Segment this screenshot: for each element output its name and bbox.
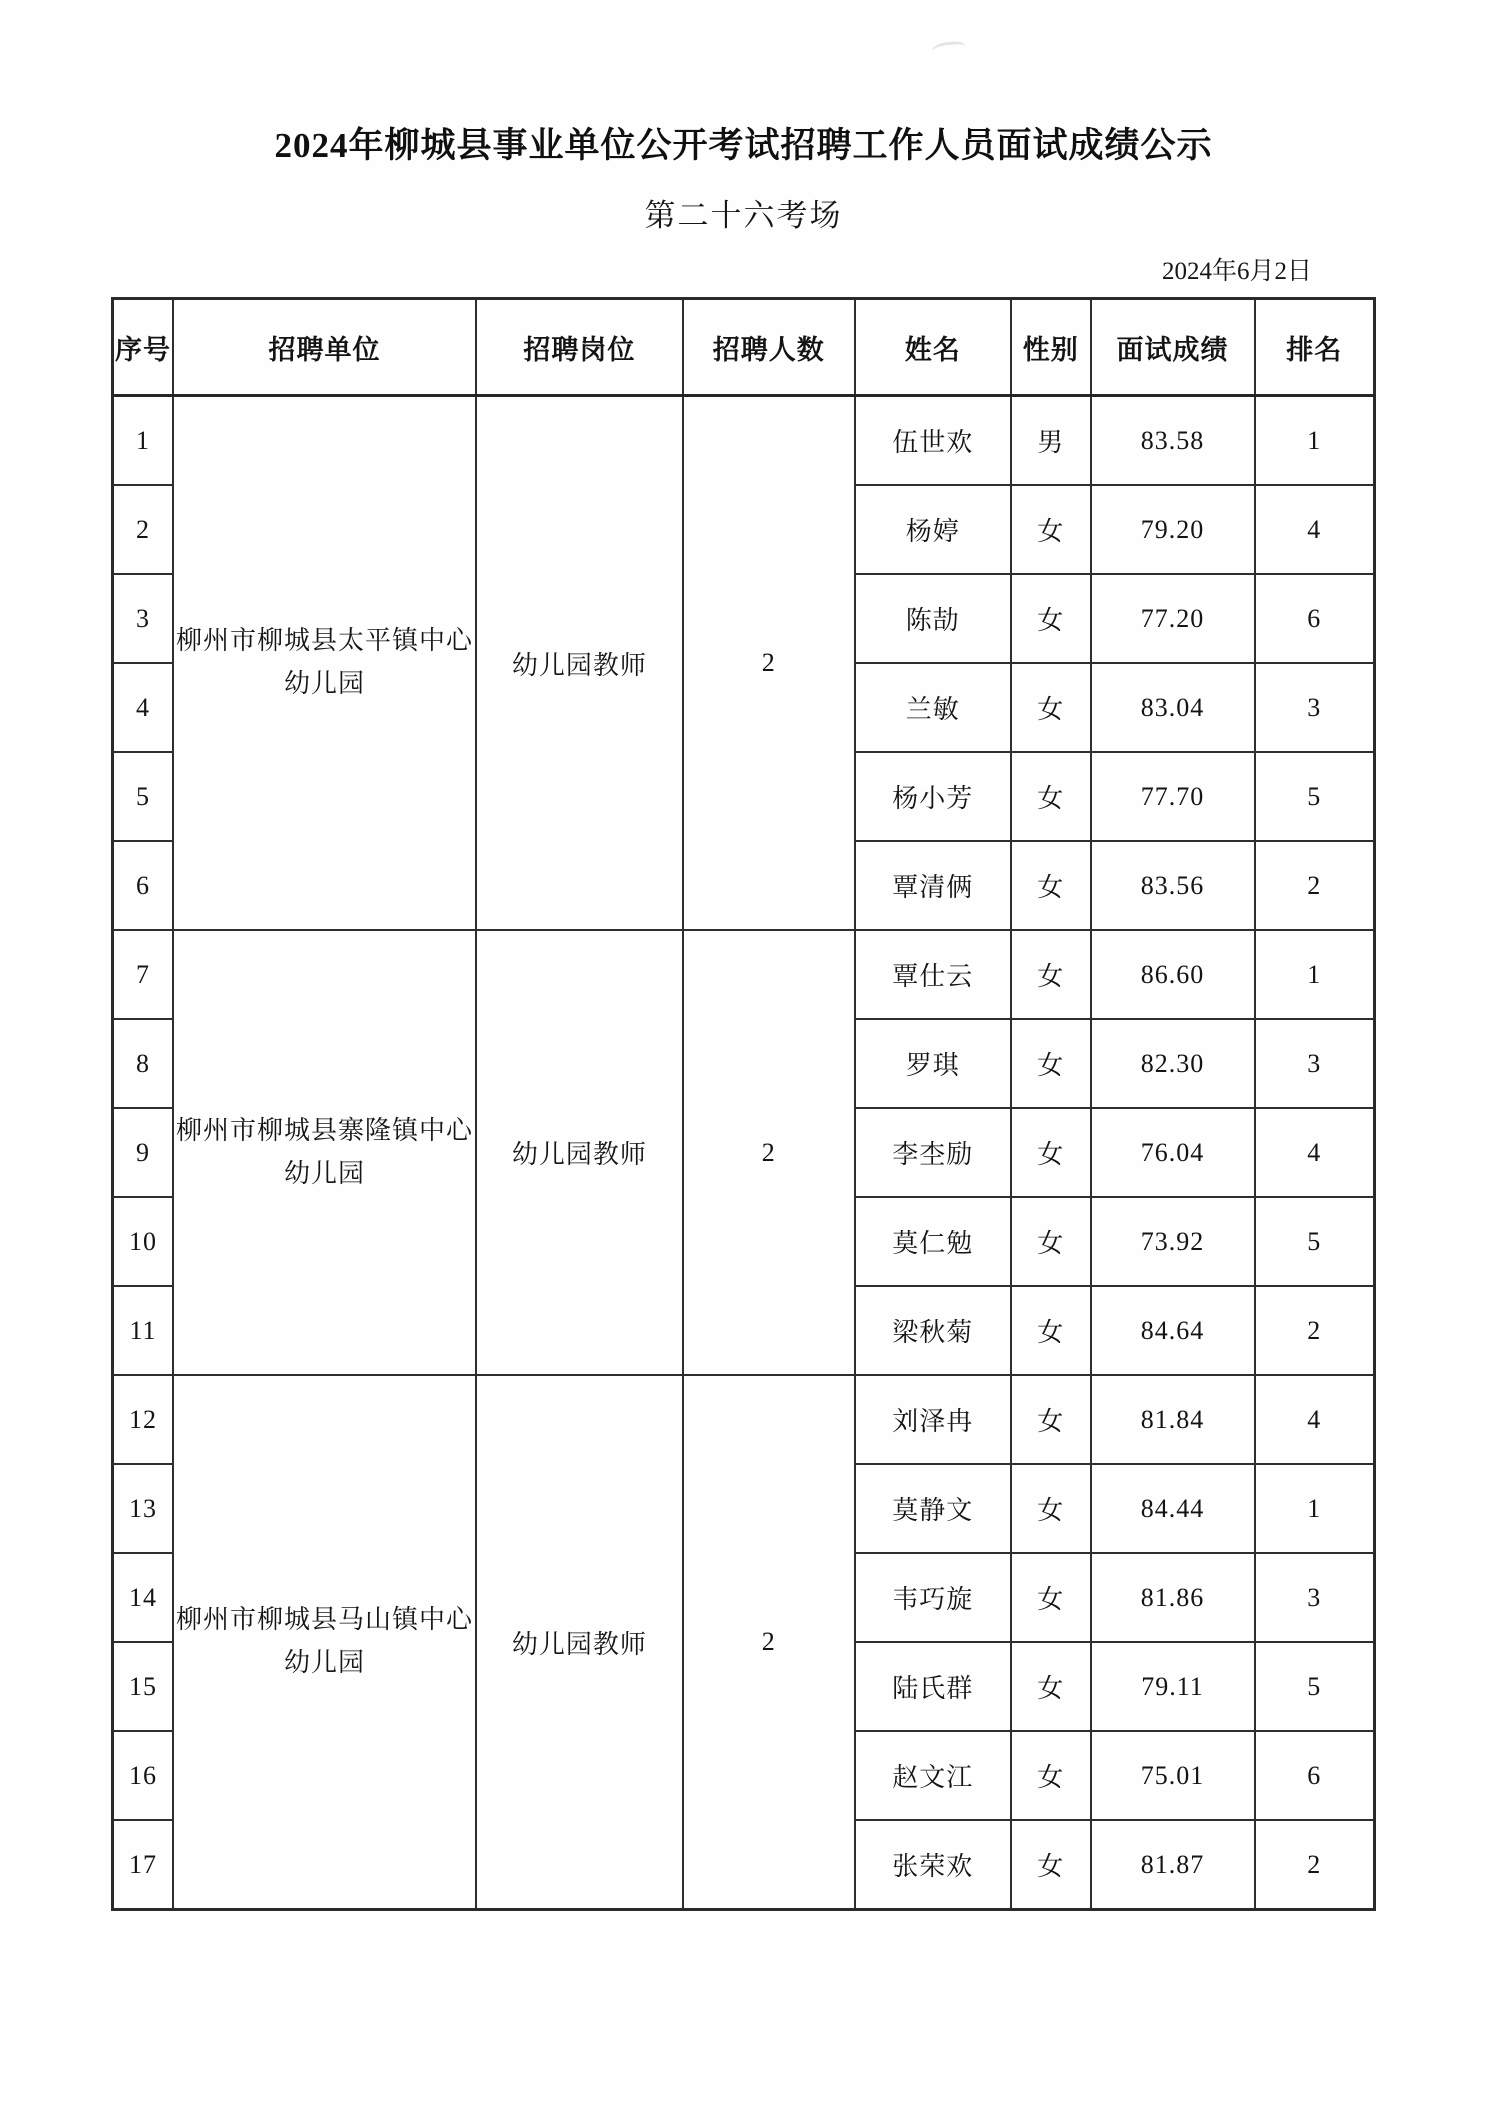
page-subtitle: 第二十六考场 (644, 198, 843, 233)
cell-rank: 3 (1255, 1019, 1375, 1108)
cell-score: 86.60 (1091, 930, 1255, 1019)
cell-rank: 3 (1255, 663, 1375, 752)
cell-gender: 女 (1011, 1731, 1091, 1820)
results-tbody (113, 396, 1375, 1910)
cell-openings: 2 (683, 396, 855, 931)
cell-rank: 5 (1255, 1197, 1375, 1286)
cell-score: 82.30 (1091, 1019, 1255, 1108)
cell-score: 77.20 (1091, 574, 1255, 663)
cell-name: 梁秋菊 (855, 1286, 1011, 1375)
cell-gender: 女 (1011, 1820, 1091, 1910)
cell-name: 伍世欢 (855, 396, 1011, 486)
cell-name: 陈劼 (855, 574, 1011, 663)
cell-seq: 7 (113, 930, 174, 1019)
cell-score: 75.01 (1091, 1731, 1255, 1820)
cell-position: 幼儿园教师 (476, 1375, 683, 1910)
cell-rank: 1 (1255, 1464, 1375, 1553)
cell-gender: 女 (1011, 1375, 1091, 1464)
cell-seq: 3 (113, 574, 174, 663)
cell-score: 84.44 (1091, 1464, 1255, 1553)
cell-name: 杨小芳 (855, 752, 1011, 841)
cell-rank: 6 (1255, 1731, 1375, 1820)
cell-seq: 8 (113, 1019, 174, 1108)
cell-name: 兰敏 (855, 663, 1011, 752)
cell-unit: 柳州市柳城县寨隆镇中心幼儿园 (173, 930, 476, 1375)
cell-gender: 女 (1011, 485, 1091, 574)
col-openings: 招聘人数 (683, 299, 855, 396)
results-table-header (113, 299, 1375, 396)
cell-gender: 女 (1011, 1553, 1091, 1642)
cell-score: 81.86 (1091, 1553, 1255, 1642)
cell-position: 幼儿园教师 (476, 930, 683, 1375)
cell-seq: 5 (113, 752, 174, 841)
cell-name: 罗琪 (855, 1019, 1011, 1108)
col-name: 姓名 (855, 299, 1011, 396)
col-gender: 性别 (1011, 299, 1091, 396)
cell-seq: 10 (113, 1197, 174, 1286)
table-row (113, 396, 1375, 486)
cell-seq: 9 (113, 1108, 174, 1197)
cell-gender: 女 (1011, 1642, 1091, 1731)
page-title: 2024年柳城县事业单位公开考试招聘工作人员面试成绩公示 (274, 126, 1213, 165)
col-score: 面试成绩 (1091, 299, 1255, 396)
cell-gender: 女 (1011, 841, 1091, 930)
cell-rank: 6 (1255, 574, 1375, 663)
cell-seq: 11 (113, 1286, 174, 1375)
col-unit: 招聘单位 (173, 299, 476, 396)
date-label: 2024年6月2日 (1161, 258, 1312, 285)
cell-score: 76.04 (1091, 1108, 1255, 1197)
cell-gender: 女 (1011, 574, 1091, 663)
table-row (113, 930, 1375, 1019)
cell-score: 77.70 (1091, 752, 1255, 841)
cell-score: 79.20 (1091, 485, 1255, 574)
cell-score: 73.92 (1091, 1197, 1255, 1286)
cell-seq: 14 (113, 1553, 174, 1642)
cell-score: 83.04 (1091, 663, 1255, 752)
cell-rank: 1 (1255, 930, 1375, 1019)
cell-rank: 2 (1255, 841, 1375, 930)
cell-seq: 16 (113, 1731, 174, 1820)
cell-gender: 女 (1011, 1019, 1091, 1108)
cell-openings: 2 (683, 930, 855, 1375)
cell-name: 莫仁勉 (855, 1197, 1011, 1286)
cell-name: 张荣欢 (855, 1820, 1011, 1910)
cell-name: 覃仕云 (855, 930, 1011, 1019)
cell-name: 韦巧旋 (855, 1553, 1011, 1642)
cell-openings: 2 (683, 1375, 855, 1910)
cell-score: 79.11 (1091, 1642, 1255, 1731)
cell-gender: 女 (1011, 930, 1091, 1019)
cell-gender: 女 (1011, 663, 1091, 752)
cell-score: 83.56 (1091, 841, 1255, 930)
cell-seq: 6 (113, 841, 174, 930)
cell-gender: 女 (1011, 1286, 1091, 1375)
cell-gender: 男 (1011, 396, 1091, 486)
cell-name: 李杢励 (855, 1108, 1011, 1197)
cell-name: 赵文江 (855, 1731, 1011, 1820)
cell-position: 幼儿园教师 (476, 396, 683, 931)
cell-seq: 15 (113, 1642, 174, 1731)
cell-name: 陆氏群 (855, 1642, 1011, 1731)
cell-rank: 1 (1255, 396, 1375, 486)
col-rank: 排名 (1255, 299, 1375, 396)
cell-rank: 2 (1255, 1286, 1375, 1375)
cell-name: 刘泽冉 (855, 1375, 1011, 1464)
cell-rank: 5 (1255, 752, 1375, 841)
cell-rank: 4 (1255, 1375, 1375, 1464)
cell-score: 81.87 (1091, 1820, 1255, 1910)
cell-score: 83.58 (1091, 396, 1255, 486)
cell-score: 84.64 (1091, 1286, 1255, 1375)
cell-rank: 4 (1255, 1108, 1375, 1197)
cell-unit: 柳州市柳城县太平镇中心幼儿园 (173, 396, 476, 931)
cell-seq: 4 (113, 663, 174, 752)
table-row (113, 1375, 1375, 1464)
col-position: 招聘岗位 (476, 299, 683, 396)
cell-name: 莫静文 (855, 1464, 1011, 1553)
cell-seq: 12 (113, 1375, 174, 1464)
cell-seq: 13 (113, 1464, 174, 1553)
header-row (113, 299, 1375, 396)
cell-score: 81.84 (1091, 1375, 1255, 1464)
cell-gender: 女 (1011, 1464, 1091, 1553)
cell-unit: 柳州市柳城县马山镇中心幼儿园 (173, 1375, 476, 1910)
cell-rank: 2 (1255, 1820, 1375, 1910)
cell-name: 覃清俩 (855, 841, 1011, 930)
cell-name: 杨婷 (855, 485, 1011, 574)
results-table (111, 297, 1376, 1911)
cell-rank: 3 (1255, 1553, 1375, 1642)
cell-gender: 女 (1011, 752, 1091, 841)
cell-gender: 女 (1011, 1108, 1091, 1197)
cell-gender: 女 (1011, 1197, 1091, 1286)
cell-seq: 17 (113, 1820, 174, 1910)
col-seq: 序号 (113, 299, 174, 396)
cell-rank: 5 (1255, 1642, 1375, 1731)
cell-seq: 1 (113, 396, 174, 486)
cell-seq: 2 (113, 485, 174, 574)
cell-rank: 4 (1255, 485, 1375, 574)
